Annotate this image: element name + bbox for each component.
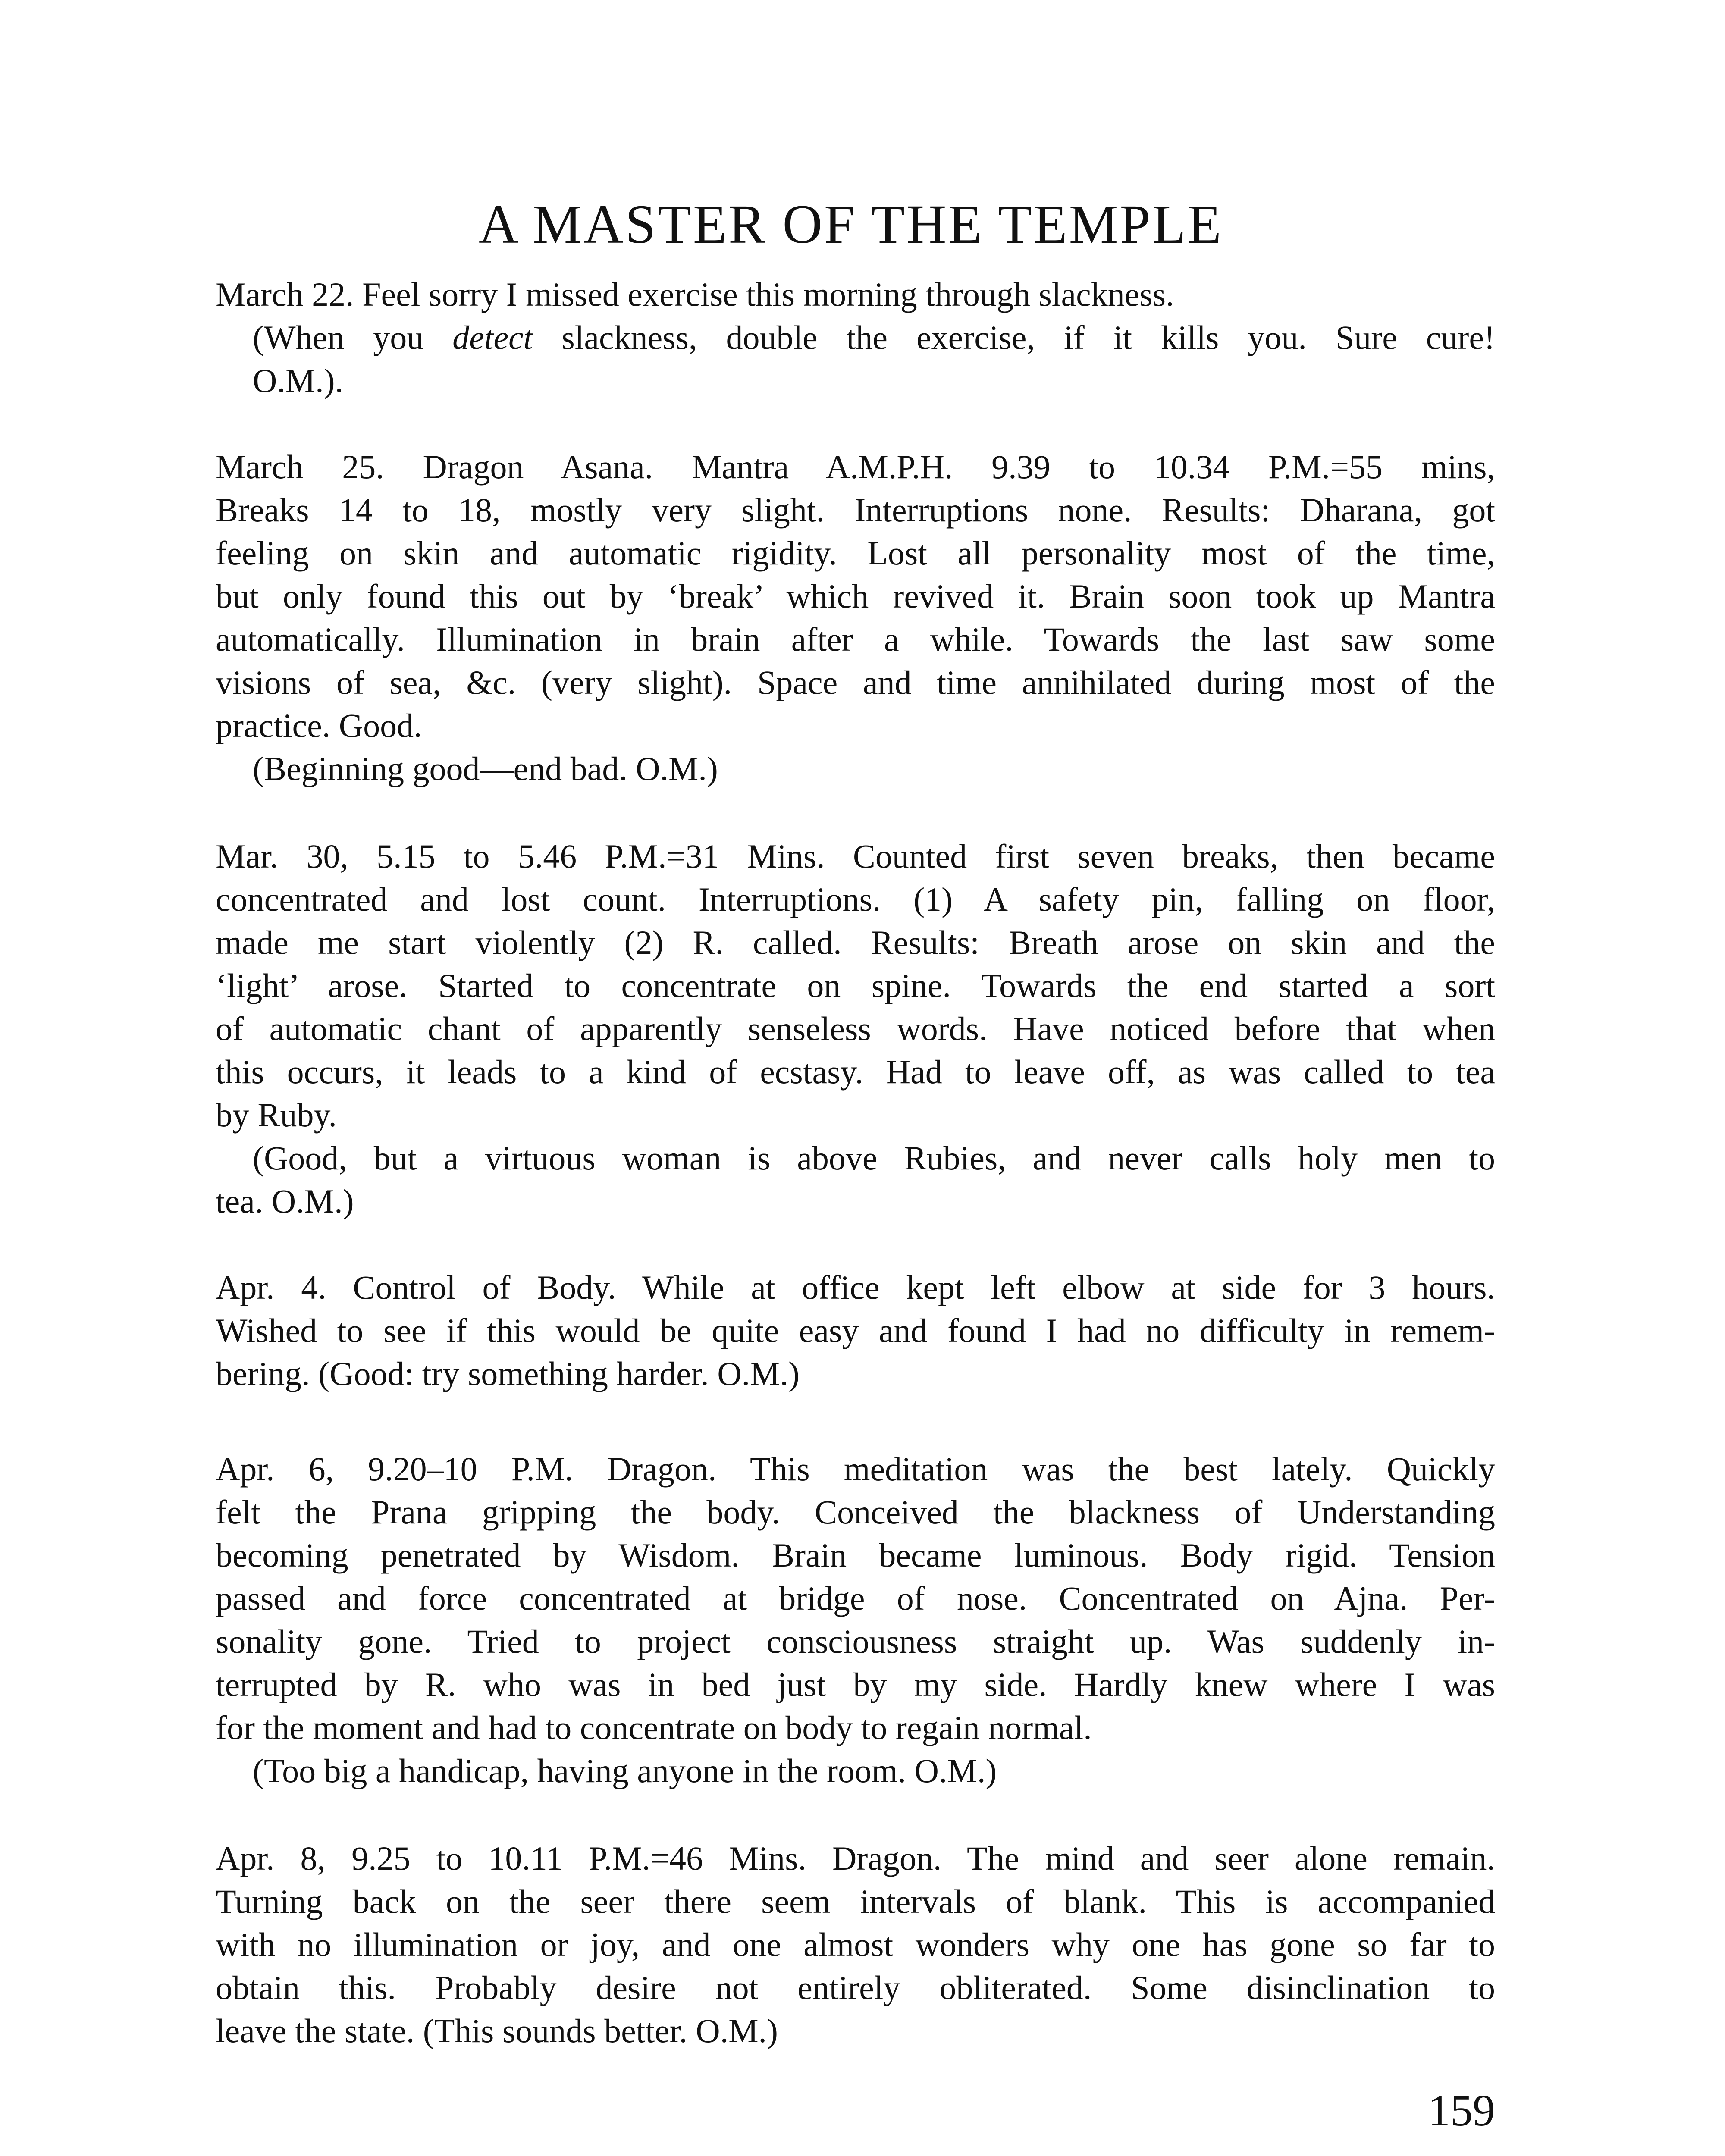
- text-segment: automatically. Illumination in brain after a while. Towards the last saw some: [216, 620, 1495, 658]
- text-segment: Apr. 8, 9.25 to 10.11 P.M.=46 Mins. Dragon. The mind and seer alone remain.: [216, 1839, 1495, 1877]
- text-line: [216, 747, 1495, 790]
- text-line: [216, 1749, 1495, 1792]
- text-segment: obtain this. Probably desire not entirely obliterated. Some disinclination to: [216, 1969, 1495, 2006]
- text-line: [216, 964, 1495, 1007]
- text-line: [216, 1448, 1495, 1491]
- text-segment: Apr. 6, 9.20–10 P.M. Dragon. This meditation was the best lately. Quickly: [216, 1450, 1495, 1488]
- text-line: [216, 273, 1495, 316]
- text-segment: feeling on skin and automatic rigidity. Lost all personality most of the time,: [216, 534, 1495, 572]
- text-line: [216, 618, 1495, 661]
- text-segment: by Ruby.: [216, 1096, 337, 1134]
- text-segment: bering. (Good: try something harder. O.M.): [216, 1355, 800, 1392]
- text-line: [216, 1050, 1495, 1094]
- text-line: [216, 1094, 1495, 1137]
- text-segment: sonality gone. Tried to project consciousness straight up. Was suddenly in-: [216, 1623, 1495, 1660]
- text-segment: slackness, double the exercise, if it kills you. Sure cure!: [533, 319, 1495, 356]
- text-segment: ‘light’ arose. Started to concentrate on spine. Towards the end started a sort: [216, 967, 1495, 1004]
- text-segment: felt the Prana gripping the body. Conceived the blackness of Understanding: [216, 1493, 1495, 1531]
- text-segment: Mar. 30, 5.15 to 5.46 P.M.=31 Mins. Counted first seven breaks, then became: [216, 837, 1495, 875]
- text-segment: of automatic chant of apparently senseless words. Have noticed before that when: [216, 1010, 1495, 1047]
- italic-text: detect: [452, 319, 533, 356]
- text-line: [216, 1309, 1495, 1352]
- text-line: [216, 1352, 1495, 1395]
- text-line: [216, 1577, 1495, 1620]
- text-segment: passed and force concentrated at bridge of nose. Concentrated on Ajna. Per-: [216, 1579, 1495, 1617]
- text-segment: practice. Good.: [216, 707, 422, 744]
- diary-entry: [216, 273, 1495, 402]
- text-line: [216, 1180, 1495, 1223]
- text-segment: March 25. Dragon Asana. Mantra A.M.P.H. 9.39 to 10.34 P.M.=55 mins,: [216, 448, 1495, 486]
- page-title: A MASTER OF THE TEMPLE: [478, 194, 1223, 255]
- text-segment: Wished to see if this would be quite easy and found I had no difficulty in remem-: [216, 1312, 1495, 1349]
- text-line: [216, 2009, 1495, 2053]
- text-segment: this occurs, it leads to a kind of ecstasy. Had to leave off, as was called to tea: [216, 1053, 1495, 1091]
- diary-entry: [216, 1837, 1495, 2053]
- text-segment: for the moment and had to concentrate on body to regain normal.: [216, 1709, 1092, 1746]
- text-line: [216, 704, 1495, 747]
- text-segment: becoming penetrated by Wisdom. Brain became luminous. Body rigid. Tension: [216, 1536, 1495, 1574]
- diary-entry: [216, 1448, 1495, 1792]
- text-segment: Apr. 4. Control of Body. While at office kept left elbow at side for 3 hours.: [216, 1269, 1495, 1306]
- text-line: [216, 445, 1495, 489]
- text-line: [216, 1837, 1495, 1880]
- text-line: [216, 575, 1495, 618]
- diary-entry: [216, 445, 1495, 790]
- text-line: [216, 1007, 1495, 1050]
- text-segment: terrupted by R. who was in bed just by my side. Hardly knew where I was: [216, 1666, 1495, 1703]
- text-line: [216, 661, 1495, 704]
- text-line: [216, 1491, 1495, 1534]
- text-segment: Breaks 14 to 18, mostly very slight. Interruptions none. Results: Dharana, got: [216, 491, 1495, 529]
- text-segment: leave the state. (This sounds better. O.M.): [216, 2012, 778, 2049]
- text-line: [216, 532, 1495, 575]
- text-segment: O.M.).: [253, 362, 344, 399]
- text-line: [216, 489, 1495, 532]
- text-segment: concentrated and lost count. Interruptions. (1) A safety pin, falling on floor,: [216, 881, 1495, 918]
- text-segment: with no illumination or joy, and one almost wonders why one has gone so far to: [216, 1926, 1495, 1963]
- diary-entry: [216, 1266, 1495, 1395]
- text-line: [216, 359, 1495, 402]
- text-segment: (When you: [253, 319, 453, 356]
- text-line: [216, 1706, 1495, 1749]
- page-number: 159: [1428, 2086, 1495, 2135]
- text-line: [216, 1966, 1495, 2009]
- text-segment: tea. O.M.): [216, 1182, 354, 1220]
- diary-entry: [216, 835, 1495, 1223]
- text-line: [216, 1534, 1495, 1577]
- text-segment: made me start violently (2) R. called. Results: Breath arose on skin and the: [216, 924, 1495, 961]
- text-segment: (Good, but a virtuous woman is above Rubies, and never calls holy men to: [253, 1139, 1495, 1177]
- text-line: [216, 878, 1495, 921]
- text-segment: (Beginning good—end bad. O.M.): [253, 750, 718, 787]
- text-line: [216, 1880, 1495, 1923]
- text-line: [216, 1923, 1495, 1966]
- text-line: [216, 835, 1495, 878]
- text-line: [216, 1266, 1495, 1309]
- text-segment: (Too big a handicap, having anyone in the room. O.M.): [253, 1752, 997, 1789]
- text-line: [216, 1620, 1495, 1663]
- text-line: [216, 1663, 1495, 1706]
- text-line: [216, 316, 1495, 359]
- text-segment: March 22. Feel sorry I missed exercise this morning through slackness.: [216, 276, 1174, 313]
- text-line: [216, 1137, 1495, 1180]
- text-segment: but only found this out by ‘break’ which revived it. Brain soon took up Mantra: [216, 577, 1495, 615]
- text-line: [216, 921, 1495, 964]
- text-segment: Turning back on the seer there seem intervals of blank. This is accompanied: [216, 1883, 1495, 1920]
- text-segment: visions of sea, &c. (very slight). Space and time annihilated during most of the: [216, 664, 1495, 701]
